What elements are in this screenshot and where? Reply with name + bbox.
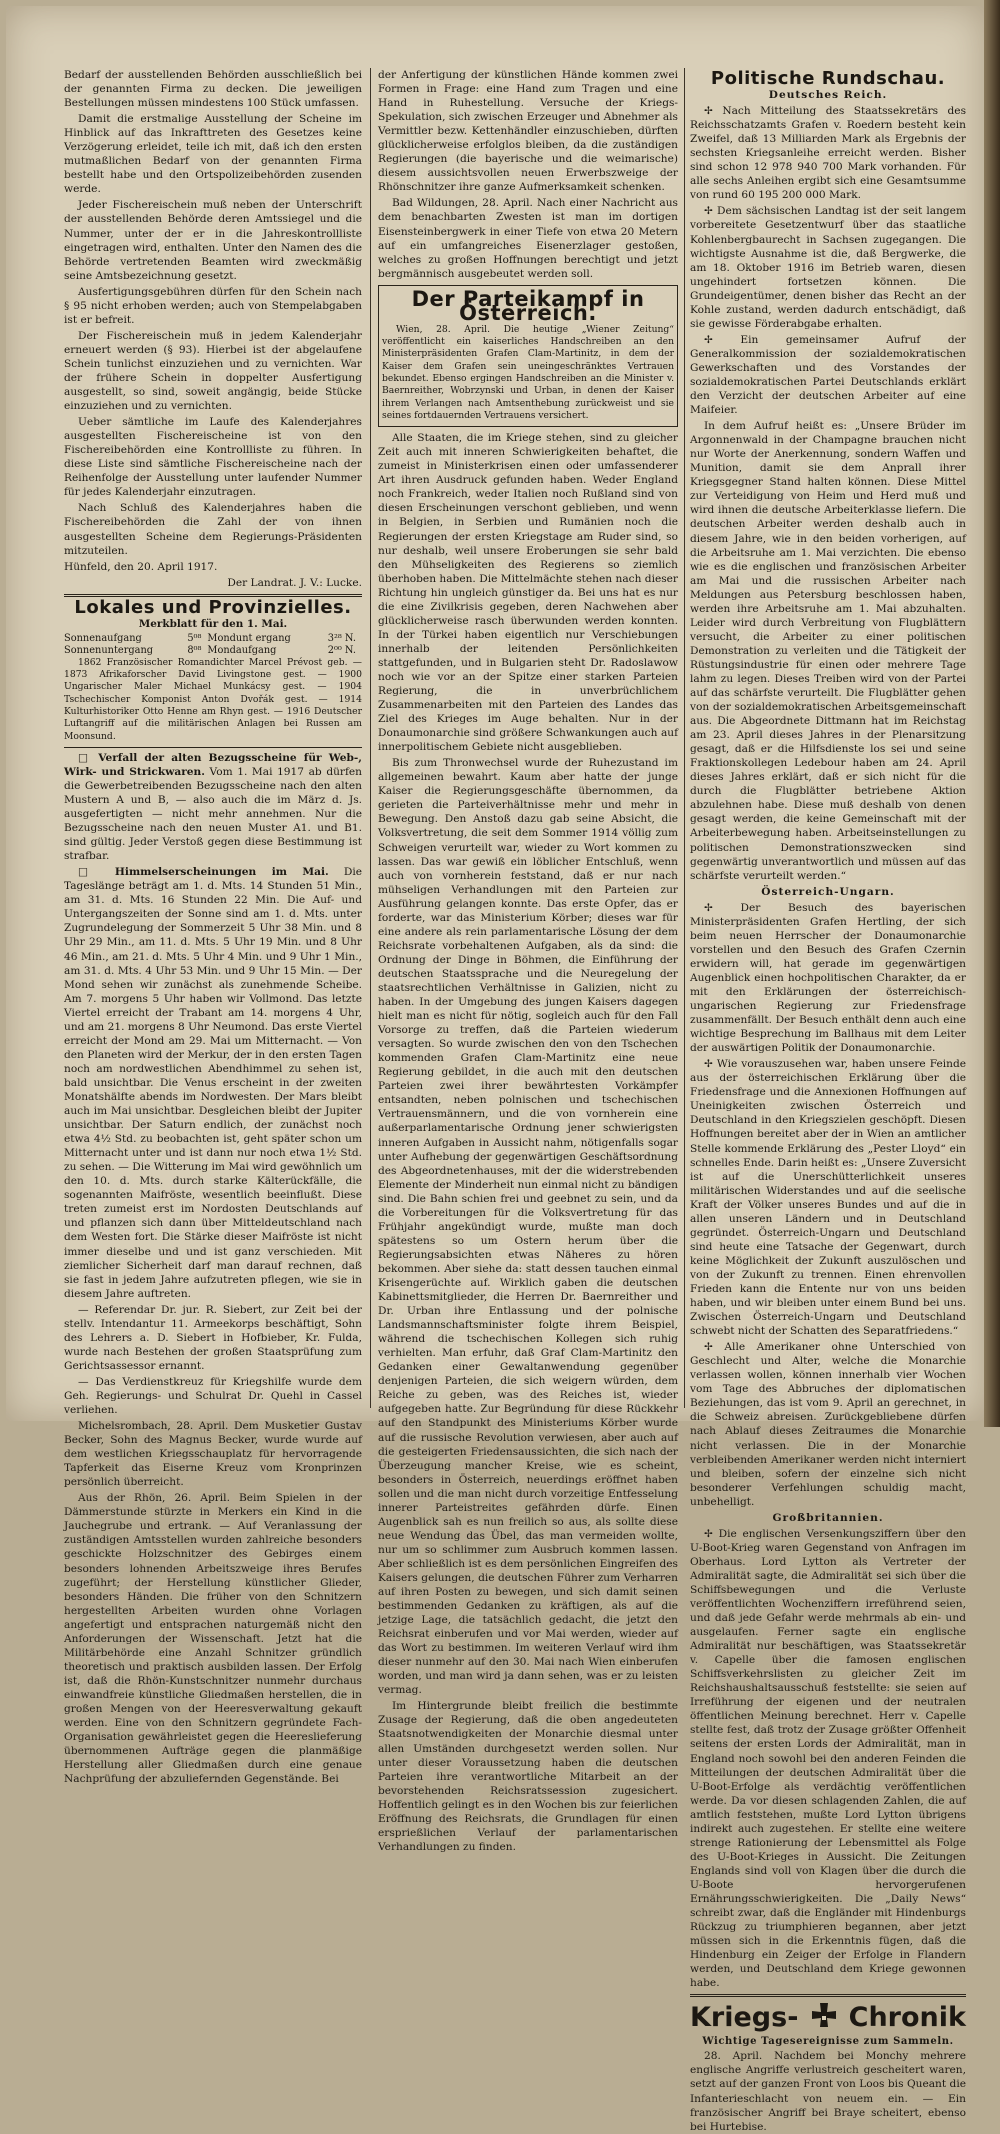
paragraph: Jeder Fischereischein muß neben der Unterschrift der ausstellenden Behörde deren Amtssiegel und die Nummer, unter der er in die Jahreskontrollliste eingetragen wird, enthalten. Unter den Namen des die Behörde vertretenden Beamten wird zweckmäßig seine Amtsbezeichnung gesetzt. — [64, 199, 362, 282]
paragraph: Bad Wildungen, 28. April. Nach einer Nachricht aus dem benachbarten Zwesten ist man im dortigen Eisensteinbergwerk in einer Tiefe von etwa 20 Metern auf ein umfangreiches Eisenerzlager gestoßen, welches zu großen Hoffnungen berechtigt und jetzt bergmännisch ausgebeutet werden soll. — [378, 197, 678, 280]
news-item: — Referendar Dr. jur. R. Siebert, zur Zeit bei der stellv. Intendantur 11. Armeekorps beschäftigt, Sohn des Lehrers a. D. Siebert in Hofbieber, Kr. Fulda, wurde nach Bestehen der großen Staatsprüfung zum Gerichtsassessor ernannt. — [64, 1303, 362, 1372]
almanac-table — [64, 633, 362, 657]
anniversaries: 1862 Französischer Romandichter Marcel Prévost geb. — 1873 Afrikaforscher David Livingstone gest. — 1900 Ungarischer Maler Michael Munkácsy gest. — 1904 Tschechischer Komponist Anton Dvořák gest. — 1914 Kulturhistoriker Otto Henne am Rhyn gest. — 1916 Deutscher Luftangriff auf die militärischen Anlagen bei Russen am Moonsund. — [64, 656, 362, 742]
news-item: Michelsrombach, 28. April. Dem Musketier Gustav Becker, Sohn des Magnus Becker, wurde wurde auf dem westlichen Kriegsschauplatz für hervorragende Tapferkeit das Eiserne Kreuz vom Kronprinzen persönlich überreicht. — [64, 1420, 362, 1489]
section-title: Lokales und Provinzielles. — [74, 596, 352, 618]
almanac-label: Sonnenuntergang — [64, 644, 154, 656]
news-item: ✢ Die englischen Versenkungsziffern über den U-Boot-Krieg waren Gegenstand von Anfragen im Oberhaus. Lord Lytton als Vertreter der Admiralität sagte, die Admiralität sei sich über die Schiffsbewegungen und die Verluste veröffentlichten Wochenziffern irreführend seien, und daß jede Gefahr werde mehrmals ab ein- und ausgelaufen. Ferner sagte ein englische Admiralität nur beschäftigen, was Staatssekretär v. Capelle über die famosen englischen Schiffsverkehrslisten zu gleicher Zeit im Reichshaushaltsausschuß feststellte: sie seien auf Irreführung der eigenen und der neutralen öffentlichen Meinung berechnet. Herr v. Capelle stellte fest, daß trotz der Zusage größter Offenheit seitens der ersten Lords der Admiralität, man in England noch sowohl bei den anderen Feinden die Mitteilungen der deutschen Admiralität über die U-Boot-Erfolge als verdächtig veröffentlichen werde. Da vor diesen schlagenden Zahlen, die auf amtlich feststehen, mußte Lord Lytton übrigens indirekt auch zugestehen. Er stellte eine weitere strenge Rationierung der Lebensmittel als Folge des U-Boot-Krieges in Aussicht. Die Zeitungen Englands sind voll von Klagen über die durch die U-Boote hervorgerufenen Ernährungsschwierigkeiten. Die „Daily News“ schreibt zwar, daß die Engländer mit Hindenburgs Rückzug zu triumphieren begannen, aber jetzt müssen sich in die Erkenntnis fügen, daß die Hindenburg ein Zeiger der Erfolge in Flandern werden, und Deutschland dem Kriege gewonnen habe. — [690, 1527, 966, 1990]
almanac-value: 3²⁸ N. — [327, 632, 356, 644]
paragraph: Damit die erstmalige Ausstellung der Scheine im Hinblick auf das Inkrafttreten des Gesetzes keine Verzögerung erleidet, teile ich mit, daß ich den ersten mutmaßlichen Bedarf von der genannten Firma bestellt habe und den Ortspolizeibehörden zusenden werde. — [64, 113, 362, 196]
almanac-label: Mondaufgang — [207, 644, 277, 656]
news-text: Die Tageslänge beträgt am 1. d. Mts. 14 Stunden 51 Min., am 31. d. Mts. 16 Stunden 22 Min. Die Auf- und Untergangszeiten der Sonne sind am 1. d. Mts. unter Zugrundelegung der Sommerzeit 5 Uhr 38 Min. und 8 Uhr 29 Min., am 11. d. Mts. 5 Uhr 19 Min. und 8 Uhr 46 Min., am 21. d. Mts. 5 Uhr 4 Min. und 9 Uhr 1 Min., am 31. d. Mts. 4 Uhr 53 Min. und 9 Uhr 15 Min. — Der Mond sehen wir zunächst als zunehmende Scheibe. Am 7. morgens 5 Uhr haben wir Vollmond. Das letzte Viertel erreicht der Trabant am 14. morgens 4 Uhr, und am 21. morgens 8 Uhr Neumond. Das erste Viertel erreicht der Mond am 29. Mai um Mitternacht. — Von den Planeten wird der Merkur, der in den ersten Tagen noch am nordwestlichen Abendhimmel zu sehen ist, bald unsichtbar. Die Venus erscheint in der zweiten Monatshälfte abends im Nordwesten. Der Mars bleibt auch im Mai unsichtbar. Desgleichen bleibt der Jupiter unsichtbar. Der Saturn endlich, der zunächst noch etwa 4½ Std. zu beobachten ist, geht später schon um Mitternacht unter und ist dann nur noch etwa 1½ Std. zu sehen. — Die Witterung im Mai wird gewöhnlich um den 10. d. Mts. durch starke Kälterückfälle, die sogenannten Maifröste, wesentlich beeinflußt. Diese treten zumeist erst im Nordosten Deutschlands auf und pflanzen sich dann über Mitteldeutschland nach dem Westen fort. Die Stärke dieser Maifröste ist nicht immer dieselbe und und ist ganz verschieden. Mit ziemlicher Sicherheit darf man darauf rechnen, daß sie fast in jedem Jahre aufzutreten pflegen, wie sie in diesem Jahre auftreten. — [64, 866, 362, 1300]
news-item: Aus der Rhön, 26. April. Beim Spielen in der Dämmerstunde stürzte in Merkers ein Kind in die Jauchegrube und ertrank. — Auf Veranlassung der zuständigen Amtsstellen wurden zahlreiche besonders geschickte Holzschnitzer des Gebirges einem besonders lohnenden Arbeitszweige ihres Berufes zugeführt; der Herstellung künstlicher Glieder, besonders Händen. Die früher von den Schnitzern hergestellten Arbeiten wurden ohne Vorlagen angefertigt und entsprachen naturgemäß nicht den Anforderungen der Wissenschaft. Jetzt hat die Militärbehörde eine Anzahl Schnitzer gründlich theoretisch und praktisch ausbilden lassen. Der Erfolg ist, daß die Rhön-Kunstschnitzer nunmehr durchaus einwandfreie künstliche Gliedmaßen herstellen, die in großen Mengen von der Heeresverwaltung gekauft werden. Eine von den Schnitzern gegründete Fach-Organisation gewährleistet gegen die Heereslieferung übernommenen Aufträge gegen die planmäßige Herstellung aller Gliedmaßen durch eine genaue Nachprüfung der abzuliefernden Gegenstände. Bei — [64, 1492, 362, 1786]
news-item: ✢ Alle Amerikaner ohne Unterschied von Geschlecht und Alter, welche die Monarchie verlassen wollen, können innerhalb vier Wochen vom Tage des Abbruches der diplomatischen Beziehungen, das ist vom 9. April an gerechnet, in die Schweiz abreisen. Zurückgebliebene dürfen nach Ablauf dieses Zeitraumes die Monarchie nicht verlassen. Die in der Monarchie verbleibenden Amerikaner werden nicht interniert und bleiben, sofern der einzelne sich nicht besonderer Verfehlungen schuldig macht, unbehelligt. — [690, 1341, 966, 1508]
column-3 — [690, 68, 966, 2133]
kc-title-right: Chronik — [848, 2002, 966, 2034]
subsection-title: Großbritannien. — [772, 1511, 884, 1524]
page-edge — [984, 0, 1000, 1427]
paragraph: Ausfertigungsgebühren dürfen für den Schein nach § 95 nicht erhoben werden; auch von Stempelabgaben ist er befreit. — [64, 285, 362, 326]
news-lead: Verfall der alten Bezugsscheine für Web-, Wirk- und Strickwaren. — [64, 751, 362, 778]
almanac-value: 8⁰⁸ — [187, 644, 202, 656]
news-item: ✢ Der Besuch des bayerischen Ministerpräsidenten Grafen Hertling, der sich beim neuen Herrscher der Donaumonarchie vorstellen und den Besuch des Grafen Czernin erwidern will, hat gerade im gegenwärtigen Augenblick einen hochpolitischen Charakter, da er mit den Erklärungen der österreichisch-ungarischen Regierung zur Friedensfrage zusammenfällt. Der Besuch enthält denn auch eine wichtige Besprechung im Ballhaus mit dem Leiter der auswärtigen Politik der Donaumonarchie. — [690, 901, 966, 1055]
iron-cross-icon — [807, 2001, 841, 2035]
column-2 — [378, 68, 678, 1853]
news-text: Vom 1. Mai 1917 ab dürfen die Gewerbetreibenden Bezugsscheine nach den alten Mustern A und B, — also auch die im März d. Js. ausgefertigten — nicht mehr annehmen. Nur die Bezugsscheine nach den neuen Muster A1. und B1. sind gültig. Jeder Verstoß gegen diese Bestimmung ist strafbar. — [64, 765, 362, 863]
table-row — [64, 633, 362, 645]
signature: Der Landrat. J. V.: Lucke. — [227, 576, 362, 589]
news-item: ✢ Dem sächsischen Landtag ist der seit langem vorbereitete Gesetzentwurf über das staatliche Kohlenbergbaurecht in Sachsen zugegangen. Die wichtigste Ausnahme ist die, daß Bergwerke, die am 18. Oktober 1916 im Betrieb waren, diesen ungehindert fortsetzen können. Die Grundeigentümer, denen bisher das Recht an der Kohle zustand, werden dadurch entschädigt, daß sie gewisse Förderabgabe erhalten. — [690, 205, 966, 330]
paragraph: der Anfertigung der künstlichen Hände kommen zwei Formen in Frage: eine Hand zum Tragen und eine Hand in Ruhestellung. Versuche der Kriegs-Spekulation, sich zwischen Erzeuger und Abnehmer als Vermittler bezw. Kettenhändler einzuschieben, dürften glücklicherweise erfolglos bleiben, da die zuständigen Regierungen (die bayerische und die weimarische) diesem aussichtsvollen neuen Erwerbszweige der Rhönschnitzer ihre ganze Aufmerksamkeit schenken. — [378, 69, 678, 194]
news-item: □ Himmelserscheinungen im Mai. Die Tageslänge beträgt am 1. d. Mts. 14 Stunden 51 Min., am 31. d. Mts. 16 Stunden 22 Min. Die Auf- und Untergangszeiten der Sonne sind am 1. d. Mts. unter Zugrundelegung der Sommerzeit 5 Uhr 38 Min. und 8 Uhr 29 Min., am 11. d. Mts. 5 Uhr 19 Min. und 8 Uhr 46 Min., am 21. d. Mts. 5 Uhr 4 Min. und 9 Uhr 1 Min., am 31. d. Mts. 4 Uhr 53 Min. und 9 Uhr 15 Min. — Der Mond sehen wir zunächst als zunehmende Scheibe. Am 7. morgens 5 Uhr haben wir Vollmond. Das letzte Viertel erreicht der Trabant am 14. morgens 4 Uhr, und am 21. morgens 8 Uhr Neumond. Das erste Viertel erreicht der Mond am 29. Mai um Mitternacht. — Von den Planeten wird der Merkur, der in den ersten Tagen noch am nordwestlichen Abendhimmel zu sehen ist, bald unsichtbar. Die Venus erscheint in der zweiten Monatshälfte abends im Nordwesten. Der Mars bleibt auch im Mai unsichtbar. Desgleichen bleibt der Jupiter unsichtbar. Der Saturn endlich, der zunächst noch etwa 4½ Std. zu beobachten ist, geht später schon um Mitternacht unter und ist dann nur noch etwa 1½ Std. zu sehen. — Die Witterung im Mai wird gewöhnlich um den 10. d. Mts. durch starke Kälterückfälle, die sogenannten Maifröste, wesentlich beeinflußt. Diese treten zumeist erst im Nordosten Deutschlands auf und pflanzen sich dann über Mitteldeutschland nach dem Westen fort. Die Stärke dieser Maifröste ist nicht immer dieselbe und und ist ganz verschieden. Mit ziemlicher Sicherheit darf man darauf rechnen, daß sie fast in jedem Jahre aufzutreten pflegen, wie sie in diesem Jahre auftreten. — [64, 866, 362, 1300]
news-item: ✢ Nach Mitteilung des Staatssekretärs des Reichsschatzamts Grafen v. Roedern besteht kein Zweifel, daß 13 Milliarden Mark als Ergebnis der sechsten Kriegsanleihe erreicht werden. Bisher sind schon 12 978 940 700 Mark vorhanden. Für alle sechs Anleihen ergibt sich eine Gesamtsumme von rund 60 195 200 000 Mark. — [690, 105, 966, 202]
almanac-label: Mondunt ergang — [207, 632, 291, 644]
kc-subtitle: Wichtige Tagesereignisse zum Sammeln. — [702, 2036, 954, 2048]
almanac-value: 2⁰⁰ N. — [327, 644, 356, 656]
column-rule — [370, 68, 371, 1408]
paragraph: Alle Staaten, die im Kriege stehen, sind zu gleicher Zeit auch mit inneren Schwierigkeiten behaftet, die zumeist in Ministerkrisen einen oder umfassenderer Art ihren Ausdruck gefunden haben. Weder England noch Frankreich, weder Italien noch Rußland sind von diesen Erscheinungen verschont geblieben, und wenn in Belgien, in Serbien und Rumänien noch die Regierungen der ersten Kriegstage am Ruder sind, so nur deshalb, weil unsere Eroberungen sie sehr bald den Mühseligkeiten des Regierens so ziemlich überhoben haben. Die Mittelmächte stehen nach dieser Richtung hin ungleich günstiger da. Bei uns hat es nur die eine Zivilkrisis gegeben, deren Nachwehen aber glücklicherweise rasch überwunden werden konnten. In der Türkei haben eigentlich nur Verschiebungen innerhalb der leitenden Persönlichkeiten stattgefunden, und in Bulgarien steht Dr. Radoslawow noch wie vor an der Spitze einer starken Parteien Regierung, die in unverbrüchlichem Zusammenarbeiten mit den Parteien des Landes das Ziel des Krieges im Auge behalten. Nur in der Donaumonarchie sind größere Schwankungen auch auf innerpolitischem Gebiete nicht ausgeblieben. — [378, 432, 678, 754]
article-box — [378, 285, 678, 427]
section-title: Politische Rundschau. — [710, 68, 946, 89]
paragraph: Nach Schluß des Kalenderjahres haben die Fischereibehörden die Zahl der von ihnen ausgestellten Scheine dem Regierungs-Präsidenten mitzuteilen. — [64, 502, 362, 557]
column-1 — [64, 68, 362, 1786]
divider — [64, 747, 362, 748]
article-intro: Wien, 28. April. Die heutige „Wiener Zeitung“ veröffentlicht ein kaiserliches Handschreiben an den Ministerpräsidenten Grafen Clam-Martinitz, in dem der Kaiser dem Grafen sein uneingeschränktes Vertrauen bekundet. Ebenso ergingen Handschreiben an die Minister v. Baernreither, Wobrzynski und Urban, in denen der Kaiser ihrem Verlangen nach Amtsenthebung zurückweist und sie seines fortdauernden Vertrauens versichert. — [382, 323, 674, 421]
news-item: In dem Aufruf heißt es: „Unsere Brüder im Argonnenwald in der Champagne brauchen nicht nur Worte der Anerkennung, sondern Waffen und Munition, damit sie dem Anprall ihrer Kriegsgegner Stand halten können. Diese Mittel zur Verteidigung von Heim und Herd muß und wird ihnen die deutsche Arbeiterklasse liefern. Die deutschen Arbeiter werden deshalb auch in diesem Jahre, wie in den beiden vorherigen, auf die Arbeitsruhe am 1. Mai verzichten. Die ebenso wie es die englischen und französischen Arbeiter am Mai und die russischen Arbeiter nach Meldungen aus Petersburg beschlossen haben, werden ihre Arbeitsruhe am 1. Mai abzuhalten. Leider wird durch Verbreitung von Flugblättern versucht, die Arbeiter zu einer politischen Demonstration zu verleiten und die Tätigkeit der Rüstungsindustrie für einen oder mehrere Tage lahm zu legen. Dieses Treiben wird von der Partei auf das schärfste verurteilt. Die Flugblätter gehen von der sozialdemokratischen Arbeitsgemeinschaft aus. Die Abgeordnete Dittmann hat im Reichstag am 23. April dieses Jahres in der Plenarsitzung gesagt, daß er die Hilfsdienste los sei und seine Fraktionskollegen Ledebour haben am 24. April dieses Jahres erklärt, daß er sich nicht für die durch die Flugblätter betriebene Aktion abzulehnen habe. Diese muß deshalb von denen gesagt werden, die keine Gemeinschaft mit der Arbeiterbewegung haben. Arbeitseinstellungen zu politischen Demonstrationszwecken sind gegenwärtig unverantwortlich und müssen auf das schärfste verurteilt werden.“ — [690, 420, 966, 882]
news-item: □ Verfall der alten Bezugsscheine für Web-, Wirk- und Strickwaren. Vom 1. Mai 1917 ab dürfen die Gewerbetreibenden Bezugsscheine nach den alten Mustern A und B, — also auch die im März d. Js. ausgefertigten — nicht mehr annehmen. Nur die Bezugsscheine nach den neuen Muster A1. und B1. sind gültig. Jeder Verstoß gegen diese Bestimmung ist strafbar. — [64, 751, 362, 863]
news-item: 28. April. Nachdem bei Monchy mehrere englische Angriffe verlustreich gescheitert waren, setzt auf der ganzen Front von Loos bis Queant die Infanterieschlacht von neuem ein. — Ein französischer Angriff bei Braye scheitert, ebenso bei Hurtebise. — [690, 2050, 966, 2133]
kriegs-chronik-header — [690, 2001, 966, 2035]
column-rule — [684, 68, 685, 1408]
divider — [690, 1994, 966, 1997]
paragraph: Der Fischereischein muß in jedem Kalenderjahr erneuert werden (§ 93). Hierbei ist der abgelaufene Schein tunlichst einzuziehen und zu vernichten. War der frühere Schein in doppelter Ausfertigung ausgestellt, so sind, soweit angängig, beide Stücke einzuziehen und zu vernichten. — [64, 329, 362, 413]
paragraph: Ueber sämtliche im Laufe des Kalenderjahres ausgestellten Fischereischeine ist von den Fischereibehörden eine Kontrollliste zu führen. In diese Liste sind sämtliche Fischereischeine nach der Reihenfolge der Ausstellung unter laufender Nummer für jedes Kalenderjahr einzutragen. — [64, 416, 362, 499]
subsection-title: Deutsches Reich. — [768, 89, 888, 102]
table-row — [64, 645, 362, 657]
news-item: ✢ Ein gemeinsamer Aufruf der Generalkommission der sozialdemokratischen Gewerkschaften und des Vorstandes der sozialdemokratischen Partei Deutschlands erklärt den Verzicht der deutschen Arbeiter auf eine Maifeier. — [690, 333, 966, 417]
kc-title-left: Kriegs- — [690, 2002, 799, 2034]
newspaper-page — [6, 6, 984, 2133]
article-title: Der Parteikampf in Österreich. — [411, 286, 645, 325]
paragraph: Bedarf der ausstellenden Behörden ausschließlich bei der genannten Firma zu decken. Die jeweiligen Bestellungen müssen mindestens 100 Stück umfassen. — [64, 69, 362, 110]
subsection-title: Österreich-Ungarn. — [761, 885, 895, 898]
news-item: — Das Verdienstkreuz für Kriegshilfe wurde dem Geh. Regierungs- und Schulrat Dr. Quehl in Cassel verliehen. — [64, 1375, 362, 1417]
paragraph: Bis zum Thronwechsel wurde der Ruhezustand im allgemeinen bewahrt. Kaum aber hatte der junge Kaiser die Regierungsgeschäfte übernommen, da gerieten die Parteiverhältnisse mehr und mehr in Bewegung. Den Anstoß dazu gab seine Absicht, die Volksvertretung, die seit dem Sommer 1914 völlig zum Schweigen verurteilt war, wieder zu Wort kommen zu lassen. Das war gewiß ein löblicher Entschluß, wenn auch von vornherein feststand, daß er nur nach mühseligen Verhandlungen mit den Parteien zur Ausführung gelangen konnte. Das erste Opfer, das er forderte, war das Ministerium Körber; dieses war für eine andere als rein parlamentarische Lösung der dem Reichsrate vorbehaltenen Aufgaben, als da sind: die Ordnung der Dinge in Böhmen, die Einführung der deutschen Staatssprache und die Neuregelung der staatsrechtlichen Verhältnisse in Galizien, nicht zu haben. In der Umgebung des jungen Kaisers dagegen hielt man es nicht für nötig, sogleich auch für den Fall Vorsorge zu treffen, daß die Parteien wiederum versagten. So wurde zwischen den von den Tschechen kommenden Grafen Clam-Martinitz eine neue Regierung gebildet, in die auch mit den deutschen Parteien zwei ihrer bewährtesten Vorkämpfer entsandten, neben polnischen und tschechischen Vertrauensmännern, und die von vornherein eine außerparlamentarische Ordnung jener schwierigsten inneren Aufgaben in Aussicht nahm, nötigenfalls sogar unter Aufhebung der gegenwärtigen Geschäftsordnung des Abgeordnetenhauses, mit der die widerstrebenden Elemente der Minderheit nun einmal nicht zu bändigen sind. Die Bahn schien frei und geebnet zu sein, und da die Vorbereitungen für die Volksvertretung für das Frühjahr angekündigt wurde, mußte man doch spätestens so um Ostern herum über die Regierungsabsichten etwas Näheres zu hören bekommen. Aber siehe da: statt dessen tauchen einmal Krisengerüchte auf. Wirklich gaben die deutschen Kabinettsmitglieder, die Herren Dr. Baernreither und Dr. Urban ihre Entlassung und der polnische Landsmannschaftsminister folgte ihrem Beispiel, während die tschechischen Kollegen sich ruhig verhielten. Man erfuhr, daß Graf Clam-Martinitz den Gedanken einer Gewaltanwendung gegenüber denjenigen Parteien, die sich weigern würden, dem Reiche zu geben, was des Reiches ist, wieder aufgegeben hatte. Zur Begründung für diese Rückkehr auf den Standpunkt des Ministeriums Körber wurde auf die russische Revolution verwiesen, aber auch auf die gesteigerten Friedensaussichten, die sich nach der Überzeugung mancher Kreise, wie es scheint, besonders in Österreich, neuerdings eröffnet haben sollen und die man nicht durch vorzeitige Entfesselung innerer Parteistreites gefährden dürfe. Einen Augenblick sah es nun freilich so aus, als sollte diese neue Wendung das Übel, das man vermeiden wollte, nur um so schlimmer zum Ausbruch kommen lassen. Aber schließlich ist es dem persönlichen Eingreifen des Kaisers gelungen, die deutschen Führer zum Verharren auf ihren Posten zu bewegen, und sich damit seinen bestimmenden Gedanken zu kräftigen, als auf die jetzige Lage, die tatsächlich gedacht, die jetzt den Reichsrat einberufen und vor Mai werden, wieder auf das Wort zu bestimmen. Im weiteren Verlauf wird ihm dieser nunmehr auf den 30. Mai nach Wien einberufen worden, und man wird ja dann sehen, was er zu leisten vermag. — [378, 757, 678, 1697]
paragraph: Im Hintergrunde bleibt freilich die bestimmte Zusage der Regierung, daß die oben angedeuteten Staatsnotwendigkeiten der Monarchie diesmal unter allen Umständen durchgesetzt werden sollen. Nur unter dieser Voraussetzung haben die deutschen Parteien ihre verantwortliche Mitarbeit an der bevorstehenden Reichsratssession zugesichert. Hoffentlich gelingt es in den Wochen bis zur feierlichen Eröffnung des Reichsrats, die Grundlagen für einen ersprießlichen Verlauf der parlamentarischen Verhandlungen zu finden. — [378, 1700, 678, 1853]
almanac-title: Merkblatt für den 1. Mai. — [138, 617, 288, 630]
almanac-value: 5⁰⁸ — [187, 632, 202, 644]
dateline: Hünfeld, den 20. April 1917. — [64, 560, 218, 573]
almanac-label: Sonnenaufgang — [64, 632, 142, 644]
news-lead: Himmelserscheinungen im Mai. — [114, 866, 329, 879]
news-item: ✢ Wie vorauszusehen war, haben unsere Feinde aus der österreichischen Erklärung über die Friedensfrage und die Annexionen Hoffnungen auf Uneinigkeiten zwischen Österreich und Deutschland in den Kriegszielen geschöpft. Diesen Hoffnungen bereitet aber der in Wien an amtlicher Stelle kommende Erklärung des „Pester Lloyd“ ein schnelles Ende. Darin heißt es: „Unsere Zuversicht ist auf die Unerschütterlichkeit unseres militärischen Widerstandes und auf die seelische Kraft der Völker unseres Bundes und auf die in allen unseren Ländern und in Deutschland gegründet. Österreich-Ungarn und Deutschland sind heute eine Tatsache der Gegenwart, durch keine Möglichkeit der Zukunft auszulöschen und von der Zukunft zu trennen. Einen ehrenvollen Frieden kann die Entente nur von uns beiden haben, und wir bleiben unter einem Bund bei uns. Zwischen Österreich-Ungarn und Deutschland schwebt nicht der Schatten des Separatfriedens.“ — [690, 1058, 966, 1338]
